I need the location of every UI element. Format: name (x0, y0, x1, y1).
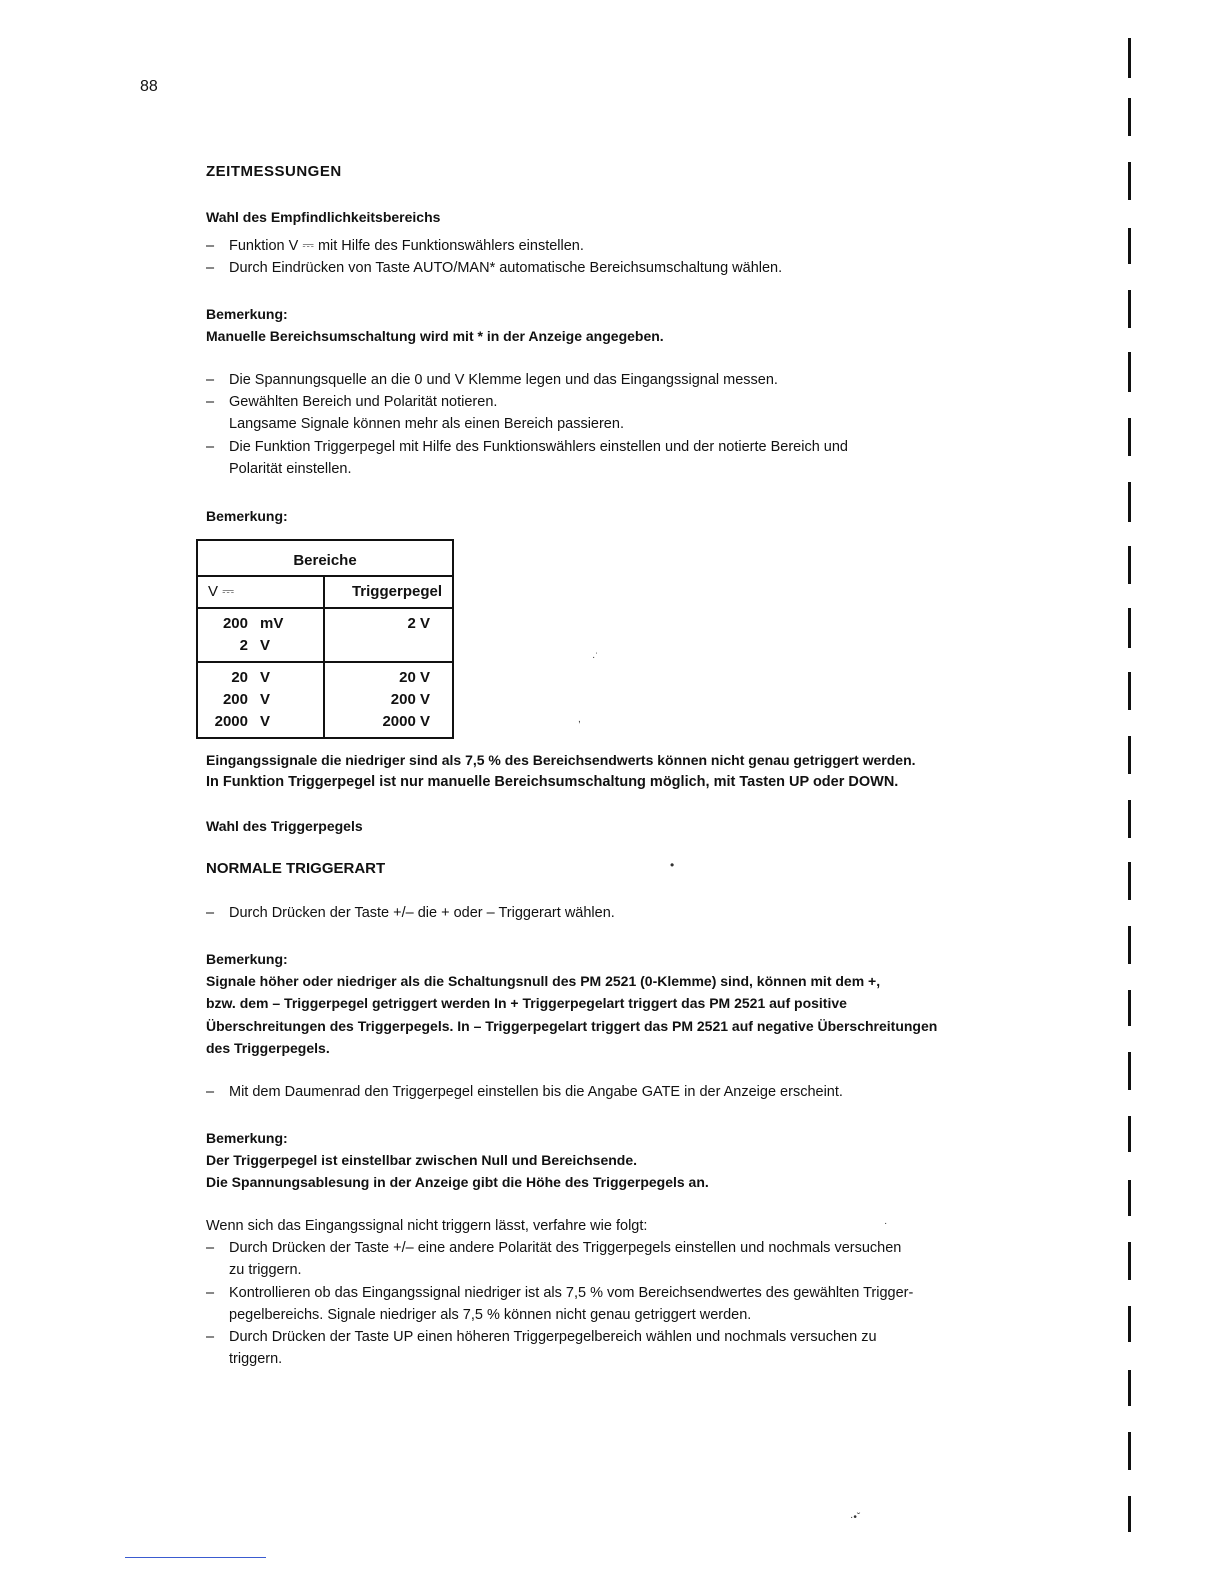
list-item: – Durch Drücken der Taste +/– die + oder – Triggerart wählen. (206, 905, 615, 921)
remark-line: Überschreitungen des Triggerpegels. In – Triggerpegelart triggert das PM 2521 auf negative Überschreitungen (206, 1018, 938, 1034)
binder-mark (1128, 1432, 1131, 1470)
section-title-empfindlichkeit: Wahl des Empfindlichkeitsbereichs (206, 209, 441, 225)
remark-line: bzw. dem – Triggerpegel getriggert werden In + Triggerpegelart triggert das PM 2521 auf positive (206, 995, 847, 1011)
binder-mark (1128, 990, 1131, 1026)
list-item: – Gewählten Bereich und Polarität notieren. (206, 394, 498, 410)
scan-speck: , (578, 714, 581, 725)
column-header-v: V ⎓ (198, 577, 325, 607)
binder-mark (1128, 1116, 1131, 1152)
remark-line: Der Triggerpegel ist einstellbar zwischen Null und Bereichsende. (206, 1152, 638, 1168)
binder-mark (1128, 926, 1131, 964)
remark-text: Manuelle Bereichsumschaltung wird mit * in der Anzeige angegeben. (206, 328, 664, 344)
list-item-continuation: Polarität einstellen. (229, 461, 352, 477)
table-row: 200 mV 2 V 2 V (198, 609, 452, 663)
binder-mark (1128, 228, 1131, 264)
table-title: Bereiche (198, 541, 452, 577)
binder-mark (1128, 352, 1131, 392)
binder-mark (1128, 290, 1131, 328)
list-item: – Die Funktion Triggerpegel mit Hilfe des Funktionswählers einstellen und der notierte Bereich und (206, 439, 848, 455)
binder-mark (1128, 546, 1131, 584)
scan-speck: ·•ˇ (850, 1512, 861, 1523)
binder-mark (1128, 1052, 1131, 1090)
remark-line: Signale höher oder niedriger als die Schaltungsnull des PM 2521 (0-Klemme) sind, können mit dem +, (206, 973, 881, 989)
table-row: 20 V 200 V 2000 V 20 V 200 V 2000 V (198, 663, 452, 737)
scan-speck: · (884, 1218, 888, 1229)
list-item: – Durch Eindrücken von Taste AUTO/MAN* automatische Bereichsumschaltung wählen. (206, 260, 783, 276)
list-item: – Durch Drücken der Taste +/– eine andere Polarität des Triggerpegels einstellen und nochmals versuchen (206, 1240, 902, 1256)
column-header-triggerpegel: Triggerpegel (351, 583, 442, 600)
list-item: – Mit dem Daumenrad den Triggerpegel einstellen bis die Angabe GATE in der Anzeige erscheint. (206, 1084, 843, 1100)
list-item: – Durch Drücken der Taste UP einen höheren Triggerpegelbereich wählen und nochmals versuchen zu (206, 1329, 877, 1345)
binder-mark (1128, 800, 1131, 838)
list-item-continuation: zu triggern. (229, 1262, 302, 1278)
list-item: – Die Spannungsquelle an die 0 und V Klemme legen und das Eingangssignal messen. (206, 372, 778, 388)
list-item-continuation: triggern. (229, 1351, 283, 1367)
list-item: – Funktion V ⎓ mit Hilfe des Funktionswählers einstellen. (206, 238, 584, 254)
binder-mark (1128, 608, 1131, 648)
remark-line: Die Spannungsablesung in der Anzeige gibt die Höhe des Triggerpegels an. (206, 1174, 709, 1190)
list-item: – Kontrollieren ob das Eingangssignal niedriger ist als 7,5 % vom Bereichsendwertes des gewählten Trigger- (206, 1285, 914, 1301)
bottom-rule (125, 1557, 266, 1558)
heading: ZEITMESSUNGEN (206, 163, 342, 180)
scan-speck: ·˙ (592, 652, 599, 663)
table-header-row (198, 577, 452, 609)
binder-mark (1128, 736, 1131, 774)
binder-mark (1128, 1496, 1131, 1532)
scan-speck: • (670, 858, 675, 872)
binder-mark (1128, 98, 1131, 136)
remark-label: Bemerkung: (206, 951, 288, 967)
binder-mark (1128, 482, 1131, 522)
note-line: In Funktion Triggerpegel ist nur manuelle Bereichsumschaltung möglich, mit Tasten UP oder DOWN. (206, 774, 899, 790)
remark-label: Bemerkung: (206, 508, 288, 524)
binder-mark (1128, 1306, 1131, 1342)
binder-mark (1128, 418, 1131, 456)
page-number: 88 (140, 78, 158, 95)
section-title-normale-triggerart: NORMALE TRIGGERART (206, 860, 386, 877)
paragraph: Wenn sich das Eingangssignal nicht triggern lässt, verfahre wie folgt: (206, 1218, 648, 1234)
binder-mark (1128, 672, 1131, 710)
remark-label: Bemerkung: (206, 1130, 288, 1146)
binder-mark (1128, 162, 1131, 200)
binder-mark (1128, 1370, 1131, 1406)
list-item-continuation: pegelbereichs. Signale niedriger als 7,5 % können nicht genau getriggert werden. (229, 1307, 752, 1323)
section-title-triggerpegel: Wahl des Triggerpegels (206, 818, 363, 834)
note-line: Eingangssignale die niedriger sind als 7,5 % des Bereichsendwerts können nicht genau getriggert werden. (206, 752, 916, 768)
binder-mark (1128, 1242, 1131, 1280)
ranges-table (196, 539, 454, 739)
binder-mark (1128, 862, 1131, 900)
binder-mark (1128, 38, 1131, 78)
binder-mark (1128, 1180, 1131, 1216)
binder-marks (1126, 30, 1146, 1550)
list-item-continuation: Langsame Signale können mehr als einen Bereich passieren. (229, 416, 624, 432)
remark-line: des Triggerpegels. (206, 1040, 330, 1056)
remark-label: Bemerkung: (206, 306, 288, 322)
